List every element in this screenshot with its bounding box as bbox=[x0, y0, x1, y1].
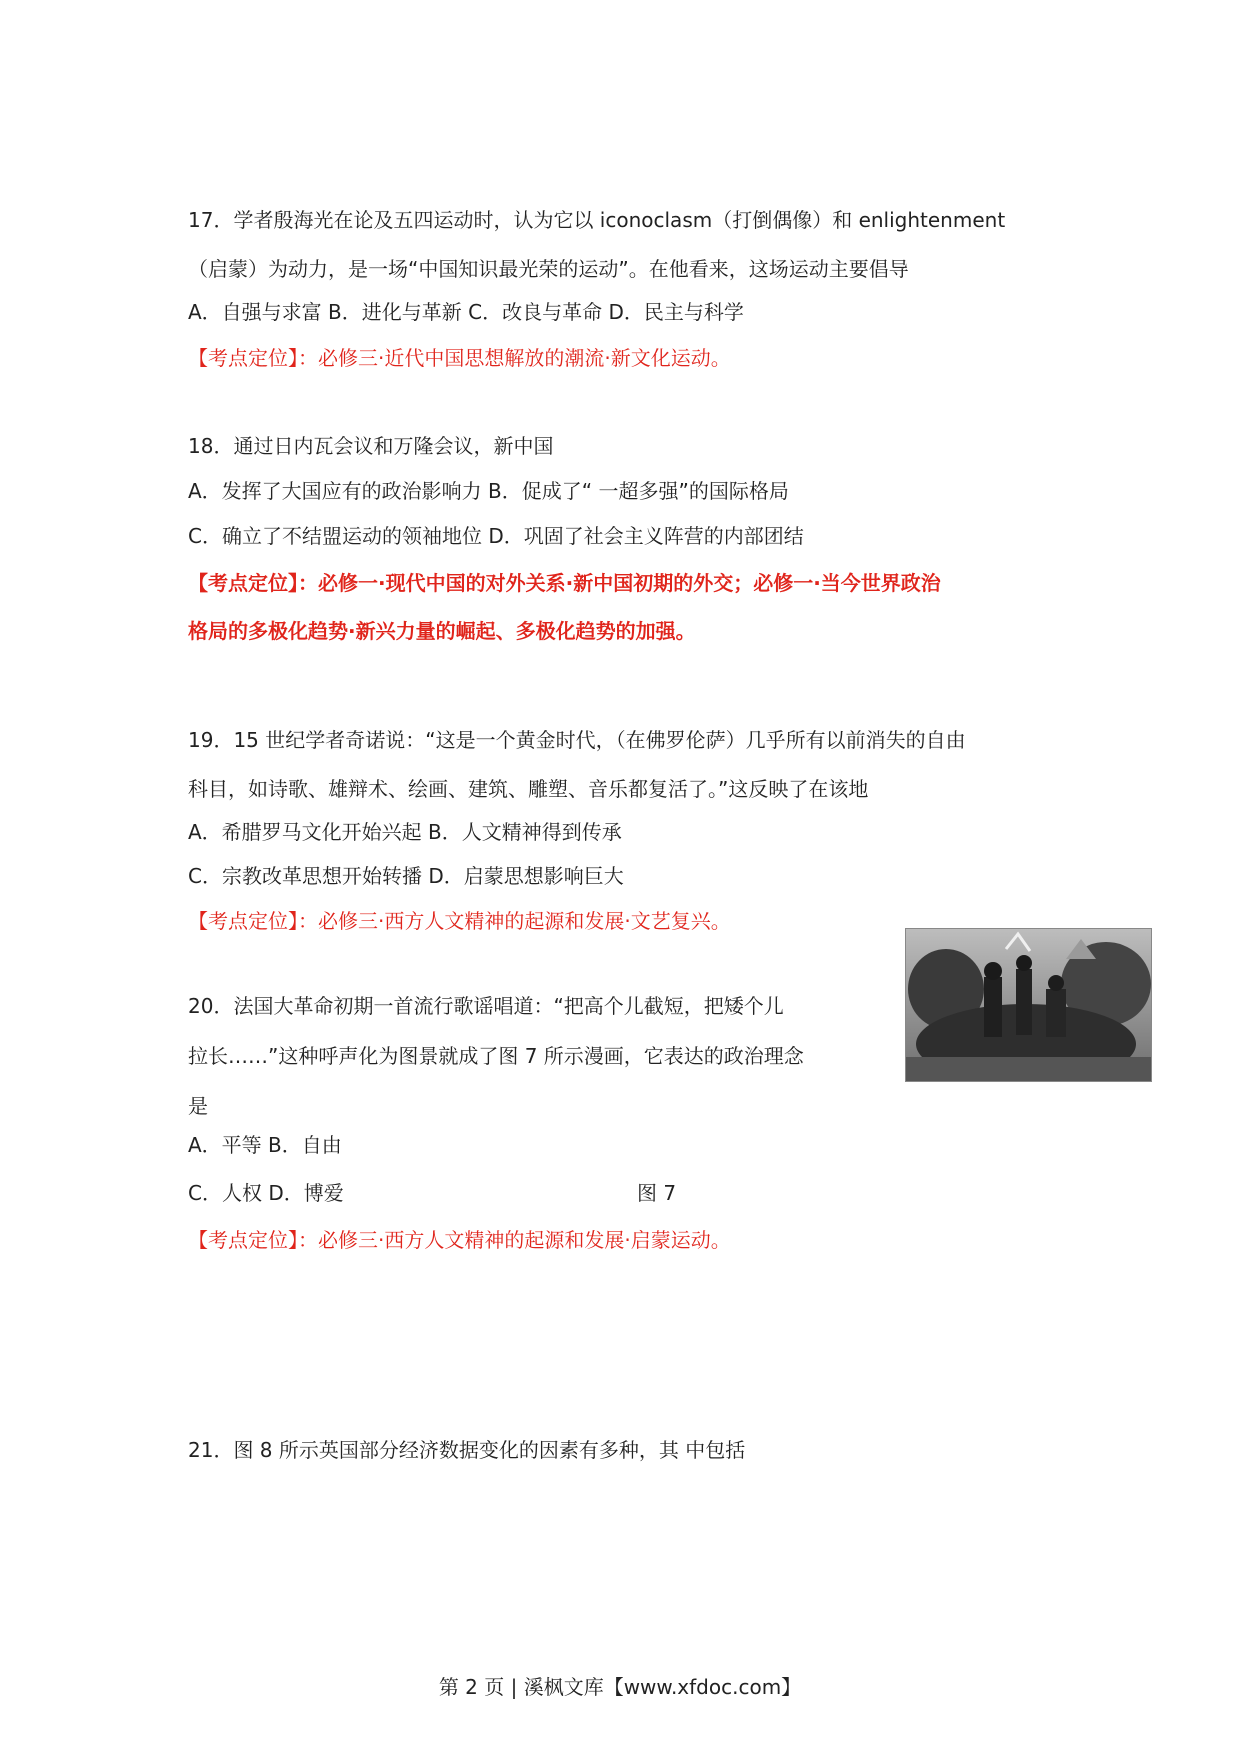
q18-annotation-line1: 【考点定位】：必修一·现代中国的对外关系·新中国初期的外交；必修一·当今世界政治 bbox=[188, 571, 941, 595]
q19-stem-line1: 19．15 世纪学者奇诺说：“这是一个黄金时代，（在佛罗伦萨）几乎所有以前消失的自由 bbox=[188, 728, 966, 752]
q20-stem-line2: 拉长……”这种呼声化为图景就成了图 7 所示漫画，它表达的政治理念 bbox=[188, 1044, 804, 1068]
q20-option-cd: C．人权 D．博爱 bbox=[188, 1181, 344, 1205]
q19-annotation: 【考点定位】：必修三·西方人文精神的起源和发展·文艺复兴。 bbox=[188, 909, 731, 933]
q19-option-ab: A．希腊罗马文化开始兴起 B．人文精神得到传承 bbox=[188, 820, 622, 844]
q17-stem-line1: 17．学者殷海光在论及五四运动时，认为它以 iconoclasm（打倒偶像）和 enlightenment bbox=[188, 208, 1006, 232]
q17-annotation: 【考点定位】：必修三·近代中国思想解放的潮流·新文化运动。 bbox=[188, 346, 731, 370]
figure-7-caption: 图 7 bbox=[637, 1181, 677, 1205]
q18-option-ab: A．发挥了大国应有的政治影响力 B．促成了“ 一超多强”的国际格局 bbox=[188, 479, 789, 503]
q20-stem-line3: 是 bbox=[188, 1094, 208, 1118]
q19-stem-line2: 科目，如诗歌、雄辩术、绘画、建筑、雕塑、音乐都复活了。”这反映了在该地 bbox=[188, 777, 869, 801]
q20-stem-line1: 20．法国大革命初期一首流行歌谣唱道：“把高个儿截短，把矮个儿 bbox=[188, 994, 784, 1018]
q18-option-cd: C．确立了不结盟运动的领袖地位 D．巩固了社会主义阵营的内部团结 bbox=[188, 524, 804, 548]
q18-annotation-line2: 格局的多极化趋势·新兴力量的崛起、多极化趋势的加强。 bbox=[188, 619, 696, 643]
q17-stem-line2: （启蒙）为动力，是一场“中国知识最光荣的运动”。在他看来，这场运动主要倡导 bbox=[188, 257, 909, 281]
q20-annotation: 【考点定位】：必修三·西方人文精神的起源和发展·启蒙运动。 bbox=[188, 1228, 731, 1252]
q21-stem: 21．图 8 所示英国部分经济数据变化的因素有多种，其 中包括 bbox=[188, 1438, 746, 1462]
q17-options: A．自强与求富 B．进化与革新 C．改良与革命 D．民主与科学 bbox=[188, 300, 744, 324]
q19-option-cd: C．宗教改革思想开始转播 D．启蒙思想影响巨大 bbox=[188, 864, 624, 888]
q18-stem: 18．通过日内瓦会议和万隆会议，新中国 bbox=[188, 434, 554, 458]
cartoon-illustration bbox=[906, 929, 1151, 1081]
figure-7-cartoon bbox=[905, 928, 1152, 1082]
q20-option-ab: A．平等 B．自由 bbox=[188, 1133, 342, 1157]
page-footer: 第 2 页 | 溪枫文库【www.xfdoc.com】 bbox=[438, 1675, 802, 1699]
